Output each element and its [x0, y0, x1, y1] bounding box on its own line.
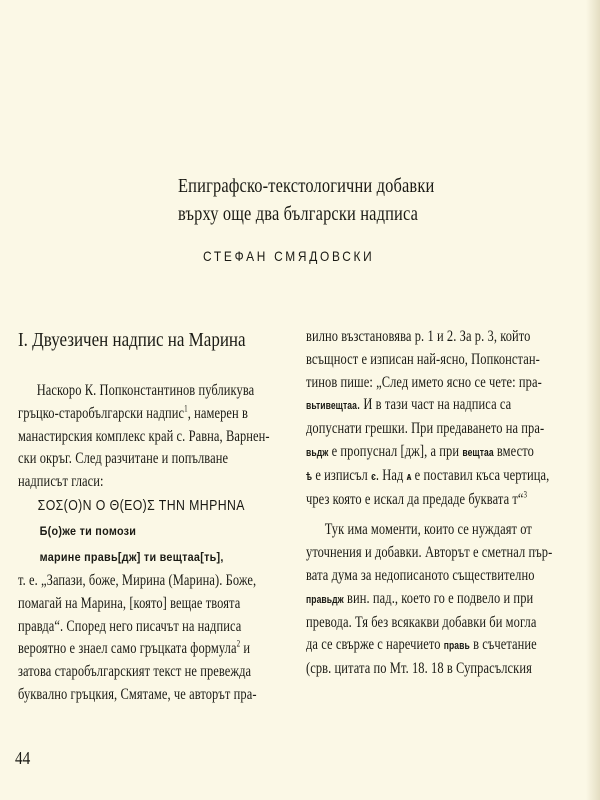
text-span: чрез която е искал да предаде буквата т“ — [306, 490, 524, 508]
text-span: гръцко-старобългарски надпис — [18, 404, 185, 422]
text-span: в съчетание — [469, 636, 537, 654]
footnote-ref: 2 — [236, 639, 241, 650]
text-line — [306, 465, 550, 489]
page-number: 44 — [15, 748, 31, 768]
text-line — [18, 403, 248, 426]
text-span: вин. пад., което го е подвело и при — [343, 589, 534, 607]
text-span: е изписъл — [312, 466, 372, 484]
inscription-slavic-1: Б(о)же ти помози — [39, 523, 137, 538]
text-line: всъщност е изписан най-ясно, Попконстан- — [306, 350, 540, 368]
text-span: . Над — [375, 466, 407, 484]
text-line: тинов пише: „След името ясно се чете: пра- — [306, 373, 542, 391]
text-line: (срв. цитата по Мт. 18. 18 в Супрасълския — [306, 660, 532, 678]
text-line: надписът гласи: — [18, 473, 104, 491]
text-span: вероятно е знаел само гръцката формула — [18, 640, 237, 658]
old-bulgarian-word: правьдж — [306, 593, 344, 606]
old-bulgarian-letter: ѧ — [406, 470, 412, 483]
page-edge-shadow — [586, 0, 600, 800]
text-span: е поставил къса чертица, — [411, 466, 550, 484]
old-bulgarian-word: правь — [443, 640, 470, 653]
text-span: е пропуснал [дж], а при — [328, 442, 463, 460]
text-line: помагай на Марина, [която] вещае твоята — [18, 594, 241, 612]
text-line — [306, 588, 534, 612]
text-line: ски окръг. След разчитане и попълване — [18, 450, 229, 468]
text-line: правда“. Според него писачът на надписа — [18, 617, 242, 635]
title-line-2: върху още два български надписа — [178, 203, 419, 225]
text-span: . И в тази част на надписа са — [356, 396, 512, 414]
footnote-ref: 1 — [184, 403, 188, 414]
text-span: да се свърже с наречието — [306, 636, 444, 654]
text-line: Наскоро К. Попконстантинов публикува — [36, 382, 255, 399]
text-span: и — [240, 640, 251, 658]
text-line: затова старобългарският текст не превежда — [18, 663, 252, 681]
text-line — [306, 489, 528, 512]
section-heading: I. Двуезичен надпис на Марина — [18, 329, 246, 351]
text-line: буквално гръцкия, Смятаме, че авторът пра- — [18, 685, 257, 703]
inscription-greek: ΣΟΣ(Ο)Ν Ο Θ(ΕΟ)Σ ΤΗΝ ΜΗΡΗΝΑ — [37, 496, 245, 514]
old-bulgarian-word: вещтаа — [462, 446, 494, 459]
text-line: уточнения и добавки. Авторът е сметнал пър- — [306, 544, 553, 562]
text-line: допуснати грешки. При предаването на пра- — [306, 420, 545, 438]
title-line-1: Епиграфско-текстологични добавки — [178, 175, 435, 197]
text-line: манастирския комплекс край с. Равна, Варнен- — [18, 427, 270, 445]
text-line: вата дума за недописаното съществително — [306, 566, 535, 584]
text-line: превода. Тя без всякакви добавки би могла — [306, 613, 537, 631]
text-line: Тук има моменти, които се нуждаят от — [324, 521, 532, 539]
old-bulgarian-word: вьтивещтаа — [306, 400, 357, 413]
article-title — [178, 172, 518, 228]
text-span: , намерен в — [187, 404, 248, 422]
old-bulgarian-word: вьдж — [306, 446, 329, 459]
text-line: вилно възстановява р. 1 и 2. За р. 3, който — [306, 328, 531, 345]
old-bulgarian-letter: ѣ — [306, 470, 313, 483]
text-line: т. е. „Запази, боже, Мирина (Марина). Боже, — [18, 571, 257, 589]
text-line — [306, 634, 537, 658]
text-line — [306, 394, 517, 418]
text-line — [306, 441, 534, 465]
right-column — [306, 326, 576, 681]
inscription-slavic-2: марине правь[дж] ти вещтаа[ть], — [39, 549, 224, 564]
footnote-ref: 3 — [523, 489, 528, 500]
text-line — [18, 638, 251, 661]
old-bulgarian-letter: є — [371, 470, 376, 483]
left-column — [18, 326, 288, 707]
author-name: СТЕФАН СМЯДОВСКИ — [203, 248, 375, 264]
text-span: вместо — [493, 442, 534, 460]
